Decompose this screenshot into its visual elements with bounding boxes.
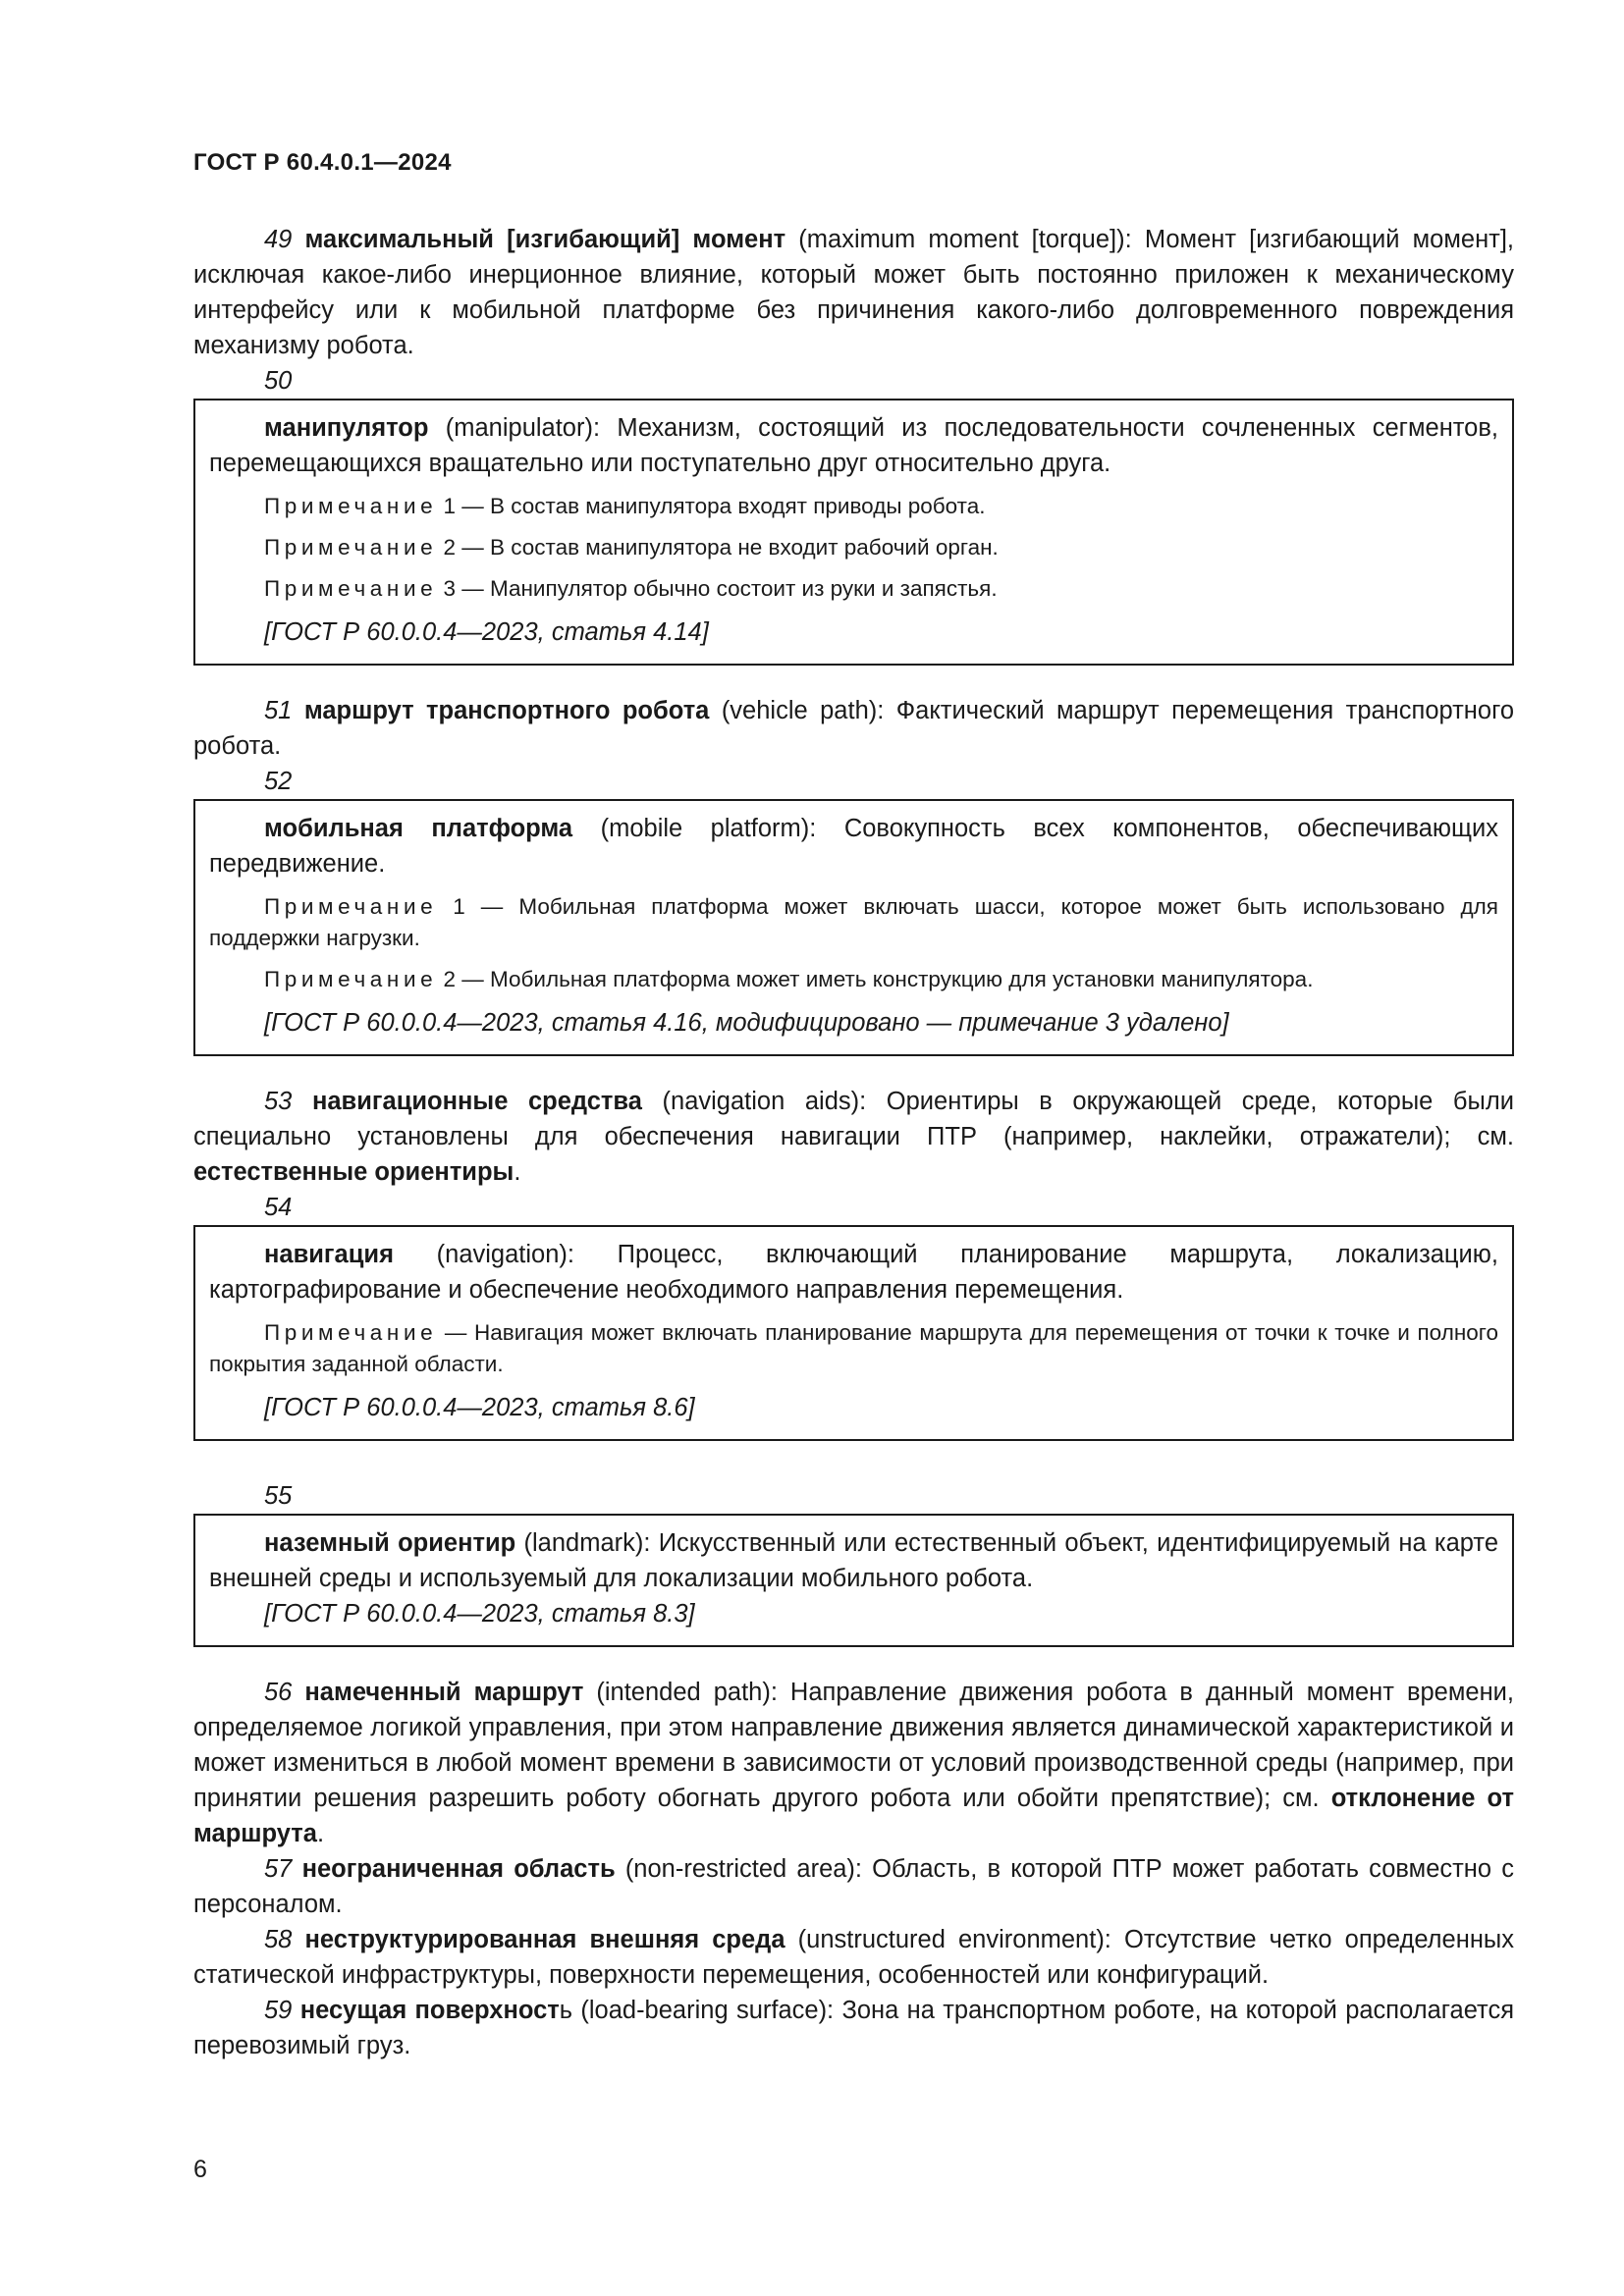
note: [209, 964, 1498, 995]
note-text: 1 — В состав манипулятора входят приводы робота.: [437, 494, 986, 518]
note-text: 3 — Манипулятор обычно состоит из руки и запястья.: [437, 576, 998, 601]
entry-number: 53: [264, 1088, 293, 1115]
term-entry-49: [193, 222, 1514, 363]
term-tail: .: [514, 1158, 521, 1186]
source-reference: [ГОСТ Р 60.0.0.4—2023, статья 8.3]: [264, 1600, 695, 1628]
term-entry-54: [209, 1237, 1498, 1308]
source-reference: [ГОСТ Р 60.0.0.4—2023, статья 4.14]: [264, 618, 709, 646]
page-content: [193, 222, 1514, 2063]
term-box-50: [193, 399, 1514, 666]
source-reference: [ГОСТ Р 60.0.0.4—2023, статья 8.6]: [264, 1394, 695, 1421]
note-text: — Навигация может включать планирование маршрута для перемещения от точки к точке и полного покрытия заданной области.: [209, 1320, 1498, 1376]
term-name: несущая поверхност: [299, 1997, 560, 2024]
term-definition: (vehicle path): Фактический маршрут перемещения транспортного робота.: [193, 697, 1514, 760]
term-name: неструктурированная внешняя среда: [304, 1926, 785, 1953]
note-label: Примечание: [264, 1320, 438, 1345]
entry-number-54: 54: [264, 1194, 293, 1221]
term-definition: (navigation): Процесс, включающий планирование маршрута, локализацию, картографирование и обеспечение необходимого направления перемещения.: [209, 1241, 1498, 1304]
term-definition: (manipulator): Механизм, состоящий из последовательности сочлененных сегментов, перемещающихся вращательно или поступательно друг относительно друга.: [209, 414, 1498, 477]
note: [209, 1317, 1498, 1380]
term-name: максимальный [изгибающий] момент: [304, 226, 786, 253]
note-label: Примечание: [264, 494, 438, 518]
note-label: Примечание: [264, 967, 438, 991]
note-label: Примечание: [264, 894, 438, 919]
term-box-55: [193, 1514, 1514, 1647]
term-entry-51: [193, 693, 1514, 764]
note: [209, 891, 1498, 954]
entry-number-52: 52: [264, 768, 293, 795]
term-name: неограниченная область: [301, 1855, 616, 1883]
term-name: маршрут транспортного робота: [303, 697, 710, 724]
term-entry-59: [193, 1993, 1514, 2063]
note-text: 2 — Мобильная платформа может иметь конструкцию для установки манипулятора.: [437, 967, 1314, 991]
entry-number: 57: [264, 1855, 293, 1883]
entry-number: 59: [264, 1997, 293, 2024]
term-name: навигация: [264, 1241, 394, 1268]
term-name: намеченный маршрут: [304, 1679, 584, 1706]
term-definition: (mobile platform): Совокупность всех компонентов, обеспечивающих передвижение.: [209, 815, 1498, 878]
term-definition: (navigation aids): Ориентиры в окружающей среде, которые были специально установлены для обеспечения навигации ПТР (например, наклейки, отражатели); см.: [193, 1088, 1514, 1150]
term-tail: .: [316, 1820, 325, 1847]
term-name: навигационные средства: [311, 1088, 642, 1115]
entry-number: 51: [264, 697, 293, 724]
entry-number-50: 50: [264, 367, 293, 395]
term-definition: ь (load-bearing surface): Зона на транспортном роботе, на которой располагается перевозимый груз.: [193, 1997, 1515, 2059]
term-entry-56: [193, 1675, 1514, 1851]
source-reference: [ГОСТ Р 60.0.0.4—2023, статья 4.16, модифицировано — примечание 3 удалено]: [264, 1009, 1229, 1037]
note-label: Примечание: [264, 576, 438, 601]
cross-reference: отклонение от маршрута: [193, 1785, 1514, 1847]
term-name: мобильная платформа: [264, 815, 573, 842]
entry-number: 58: [264, 1926, 293, 1953]
entry-number: 49: [264, 226, 293, 253]
term-name: манипулятор: [264, 414, 429, 442]
note: [209, 491, 1498, 522]
document-header: ГОСТ Р 60.4.0.1—2024: [193, 149, 452, 176]
note-text: 1 — Мобильная платформа может включать шасси, которое может быть использовано для поддержки нагрузки.: [209, 894, 1498, 950]
term-name: наземный ориентир: [264, 1529, 516, 1557]
term-definition: (maximum moment [torque]): Момент [изгибающий момент], исключая какое-либо инерционное влияние, который может быть постоянно приложен к механическому интерфейсу или к мобильной платформе без причинения какого-либо долговременного повреждения механизму робота.: [193, 226, 1515, 359]
term-entry-52: [209, 811, 1498, 881]
term-definition: (non-restricted area): Область, в которой ПТР может работать совместно с персоналом.: [193, 1855, 1514, 1918]
cross-reference: естественные ориентиры: [193, 1158, 514, 1186]
term-box-52: [193, 799, 1514, 1056]
term-entry-53: [193, 1084, 1514, 1190]
note-text: 2 — В состав манипулятора не входит рабочий орган.: [437, 535, 999, 560]
entry-number-55: 55: [264, 1482, 293, 1510]
note: [209, 573, 1498, 605]
entry-number: 56: [264, 1679, 293, 1706]
term-definition: (landmark): Искусственный или естественный объект, идентифицируемый на карте внешней среды и используемый для локализации мобильного робота.: [209, 1529, 1498, 1592]
term-definition: (unstructured environment): Отсутствие четко определенных статической инфраструктуры, поверхности перемещения, особенностей или конфигураций.: [193, 1926, 1514, 1989]
note: [209, 532, 1498, 563]
term-entry-58: [193, 1922, 1514, 1993]
term-box-54: [193, 1225, 1514, 1441]
term-entry-50: [209, 410, 1498, 481]
term-definition: (intended path): Направление движения робота в данный момент времени, определяемое логикой управления, при этом направление движения является динамической характеристикой и может измениться в любой момент времени в зависимости от условий производственной среды (например, при принятии решения разрешить роботу обогнать другого робота или обойти препятствие); см.: [193, 1679, 1514, 1812]
page-number: 6: [193, 2156, 207, 2183]
note-label: Примечание: [264, 535, 438, 560]
term-entry-55: [209, 1525, 1498, 1596]
term-entry-57: [193, 1851, 1514, 1922]
